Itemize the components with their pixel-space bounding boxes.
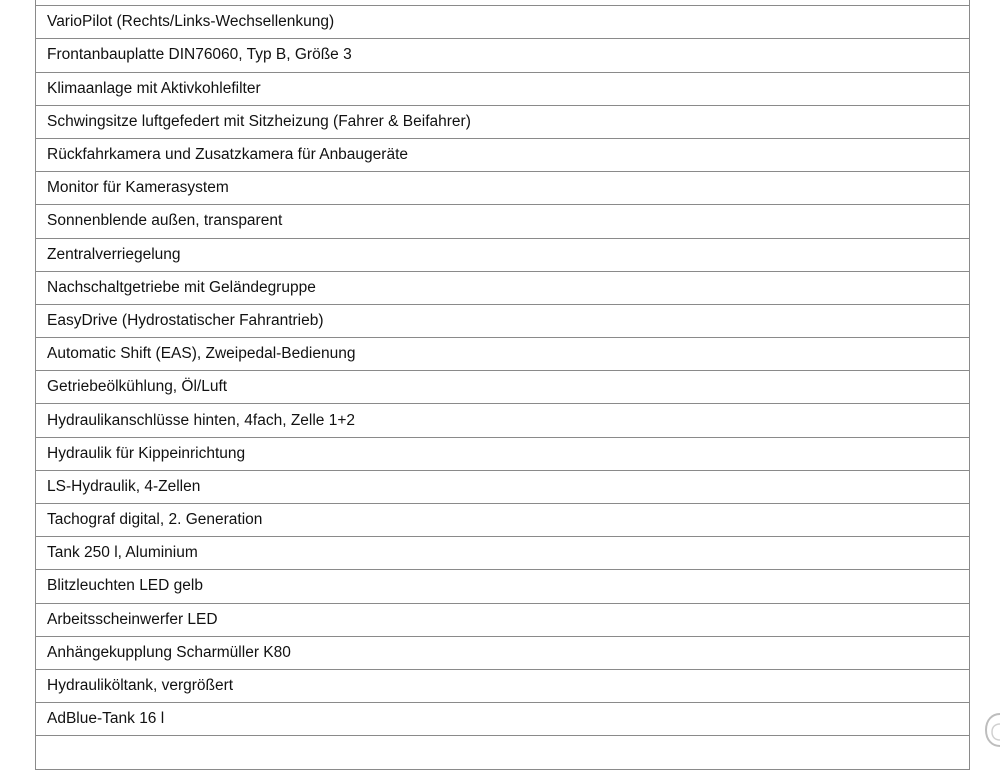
table-row — [36, 404, 970, 437]
table-cell: VarioPilot (Rechts/Links-Wechsellenkung) — [36, 6, 970, 39]
table-cell: Klimaanlage mit Aktivkohlefilter — [36, 72, 970, 105]
table-row — [36, 338, 970, 371]
table-cell: Arbeitsscheinwerfer LED — [36, 603, 970, 636]
table-row — [36, 371, 970, 404]
table-cell: Hydraulik für Kippeinrichtung — [36, 437, 970, 470]
table-row — [36, 603, 970, 636]
table-cell: LS-Hydraulik, 4-Zellen — [36, 470, 970, 503]
table-row — [36, 470, 970, 503]
table-cell: AdBlue-Tank 16 l — [36, 703, 970, 736]
table-row — [36, 271, 970, 304]
table-row — [36, 105, 970, 138]
table-cell: Rückfahrkamera und Zusatzkamera für Anbaugeräte — [36, 138, 970, 171]
table-cell: Tank 250 l, Aluminium — [36, 537, 970, 570]
table-row — [36, 172, 970, 205]
table-row — [36, 636, 970, 669]
table-cell: Monitor für Kamerasystem — [36, 172, 970, 205]
table-cell: Zentralverriegelung — [36, 238, 970, 271]
table-row — [36, 570, 970, 603]
table-row — [36, 304, 970, 337]
table-cell: Frontanbauplatte DIN76060, Typ B, Größe 3 — [36, 39, 970, 72]
table-row — [36, 138, 970, 171]
table-cell: EasyDrive (Hydrostatischer Fahrantrieb) — [36, 304, 970, 337]
equipment-table — [35, 0, 970, 770]
table-cell: Tachograf digital, 2. Generation — [36, 504, 970, 537]
table-row — [36, 736, 970, 769]
table-cell: Schwingsitze luftgefedert mit Sitzheizung (Fahrer & Beifahrer) — [36, 105, 970, 138]
table-cell: Automatic Shift (EAS), Zweipedal-Bedienung — [36, 338, 970, 371]
page-corner-fragment-icon — [970, 710, 1000, 750]
table-cell: Hydrauliköltank, vergrößert — [36, 669, 970, 702]
table-cell: Getriebeölkühlung, Öl/Luft — [36, 371, 970, 404]
table-row — [36, 537, 970, 570]
table-row — [36, 205, 970, 238]
table-cell: Nachschaltgetriebe mit Geländegruppe — [36, 271, 970, 304]
table-cell: Hydraulikanschlüsse hinten, 4fach, Zelle 1+2 — [36, 404, 970, 437]
table-row — [36, 6, 970, 39]
table-row — [36, 238, 970, 271]
table-row — [36, 72, 970, 105]
table-row — [36, 437, 970, 470]
table-row — [36, 39, 970, 72]
table-cell: Sonnenblende außen, transparent — [36, 205, 970, 238]
table-cell — [36, 736, 970, 769]
table-row — [36, 703, 970, 736]
table-cell: Anhängekupplung Scharmüller K80 — [36, 636, 970, 669]
table-row — [36, 504, 970, 537]
table-cell: Blitzleuchten LED gelb — [36, 570, 970, 603]
equipment-table-container — [35, 0, 970, 770]
table-row — [36, 669, 970, 702]
